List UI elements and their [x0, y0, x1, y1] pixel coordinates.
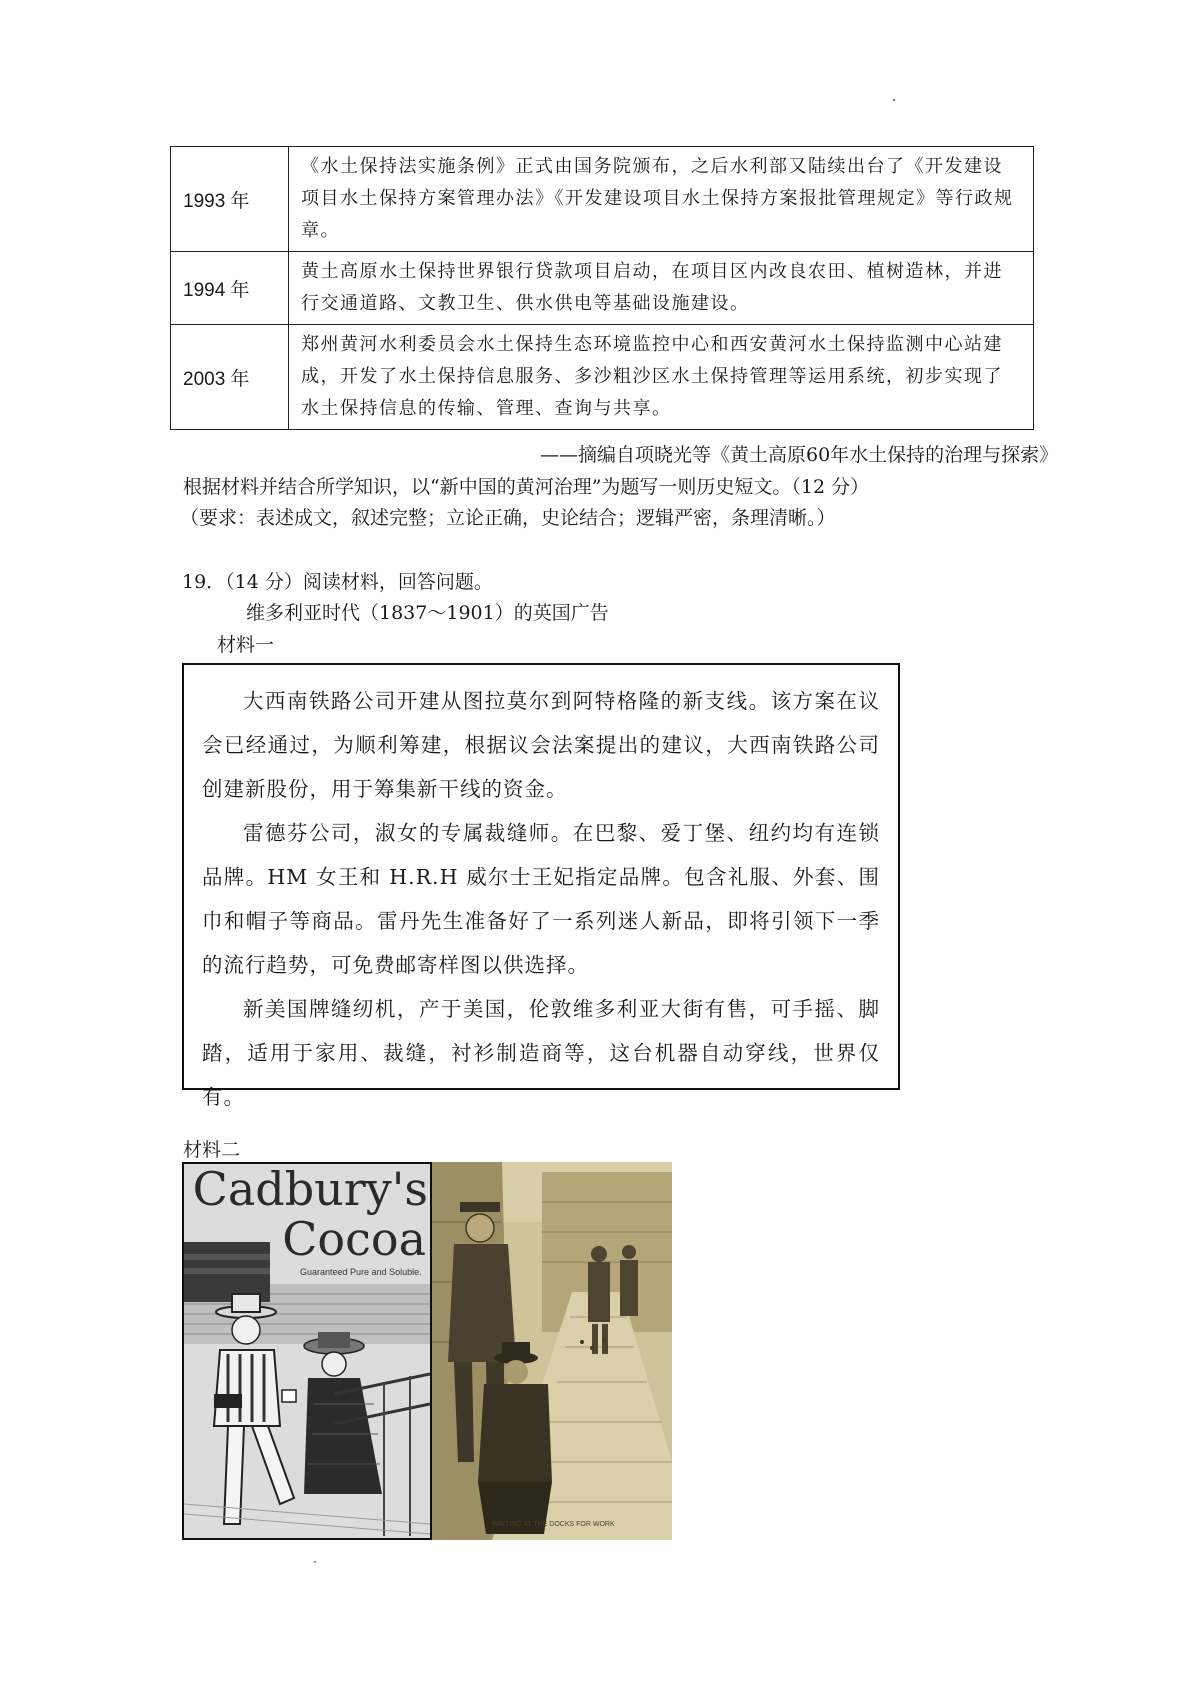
engraving-caption: WAITING AT THE DOCKS FOR WORK	[492, 1521, 615, 1528]
brand-tagline: Guaranteed Pure and Soluble.	[300, 1267, 422, 1277]
brand-name: Cadbury's	[192, 1162, 428, 1216]
event-cell: 郑州黄河水利委员会水土保持生态环境监控中心和西安黄河水土保持监测中心站建成，开发了水土保持信息服务、多沙粗沙区水土保持管理等运用系统，初步实现了水土保持信息的传输、管理、查询与共享。	[289, 325, 1034, 430]
source-citation: ——摘编自项晓光等《黄土高原60年水土保持的治理与探索》	[540, 444, 1059, 466]
brand-product: Cocoa	[282, 1212, 426, 1266]
question-19-heading: 19．（14 分）阅读材料，回答问题。	[182, 571, 493, 593]
cadbury-brand-text	[188, 1164, 428, 1264]
table-row	[171, 147, 1034, 252]
table-row	[171, 325, 1034, 430]
year-cell: 1994 年	[171, 252, 289, 325]
year-cell: 1993 年	[171, 147, 289, 252]
advertisement-box	[182, 663, 900, 1109]
question-prompt: 根据材料并结合所学知识，以“新中国的黄河治理”为题写一则历史短文。（12 分）	[183, 476, 870, 498]
material-1-label: 材料一	[217, 634, 275, 656]
answer-requirements: （要求：表述成文，叙述完整；立论正确，史论结合；逻辑严密，条理清晰。）	[180, 507, 836, 529]
page-speck	[314, 1561, 316, 1563]
ad-railway: 大西南铁路公司开建从图拉莫尔到阿特格隆的新支线。该方案在议会已经通过，为顺利筹建，根据议会法案提出的建议，大西南铁路公司创建新股份，用于筹集新干线的资金。	[202, 689, 880, 801]
page-speck	[893, 99, 895, 101]
timeline-table	[170, 146, 1034, 430]
year-cell: 2003 年	[171, 325, 289, 430]
material-2-label: 材料二	[183, 1139, 241, 1161]
dockworkers-engraving-image	[432, 1162, 672, 1540]
cadbury-cocoa-ad-image	[182, 1162, 432, 1540]
event-cell: 黄土高原水土保持世界银行贷款项目启动，在项目区内改良农田、植树造林，并进行交通道路、文教卫生、供水供电等基础设施建设。	[289, 252, 1034, 325]
ad-sewing-machine: 新美国牌缝纫机，产于美国，伦敦维多利亚大街有售，可手摇、脚踏，适用于家用、裁缝，衬衫制造商等，这台机器自动穿线，世界仅有。	[202, 997, 880, 1109]
material-title: 维多利亚时代（1837～1901）的英国广告	[246, 602, 609, 624]
event-cell: 《水土保持法实施条例》正式由国务院颁布，之后水利部又陆续出台了《开发建设项目水土保持方案管理办法》《开发建设项目水土保持方案报批管理规定》等行政规章。	[289, 147, 1034, 252]
table-row	[171, 252, 1034, 325]
street-scene-illustration	[432, 1162, 672, 1540]
ad-tailor: 雷德芬公司，淑女的专属裁缝师。在巴黎、爱丁堡、纽约均有连锁品牌。HM 女王和 H.R.H 威尔士王妃指定品牌。包含礼服、外套、围巾和帽子等商品。雷丹先生准备好了一系列迷人新品，即将引领下一季的流行趋势，可免费邮寄样图以供选择。	[202, 821, 880, 977]
